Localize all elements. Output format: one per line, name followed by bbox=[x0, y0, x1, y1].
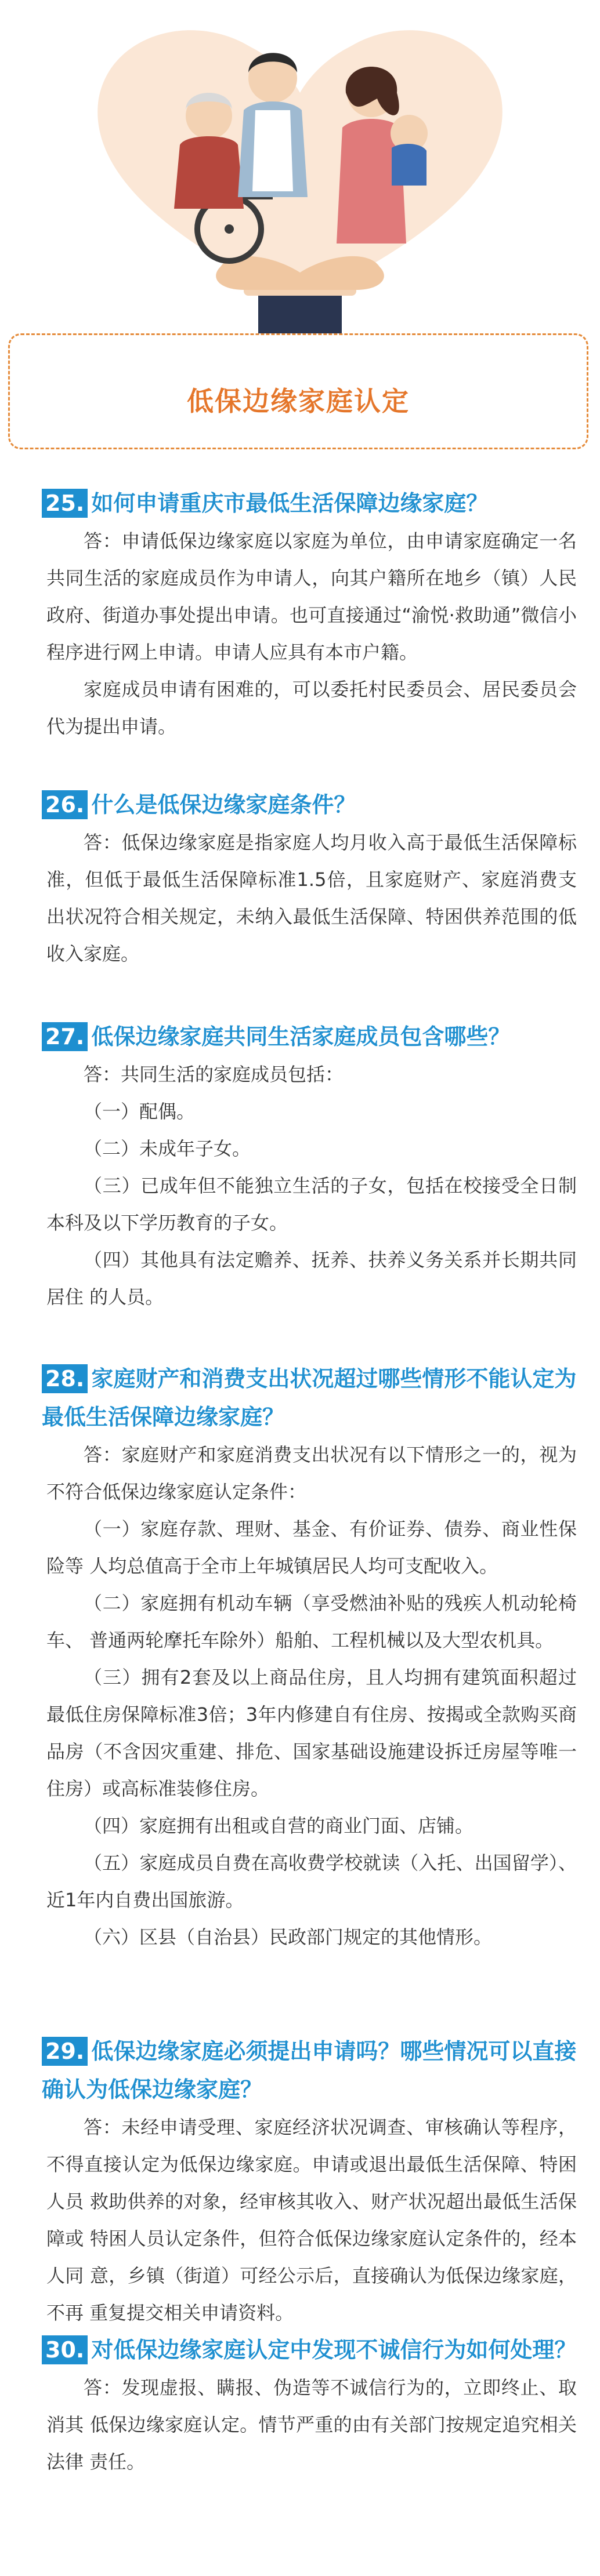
question-heading bbox=[0, 786, 600, 824]
question-number: 27. bbox=[42, 1022, 88, 1051]
question-text: 家庭财产和消费支出状况超过哪些情形不能认定为最低生活保障边缘家庭？ bbox=[42, 1366, 577, 1430]
question-number: 29. bbox=[42, 2037, 88, 2066]
question-text: 低保边缘家庭必须提出申请吗？哪些情况可以直接确认为低保边缘家庭？ bbox=[42, 2039, 577, 2102]
answer-paragraph: （三）已成年但不能独立生活的子女，包括在校接受全日制本科及以下学历教育的子女。 bbox=[46, 1175, 577, 1234]
question-heading bbox=[0, 2032, 600, 2109]
answer-paragraph: 答：低保边缘家庭是指家庭人均月收入高于最低生活保障标准，但低于最低生活保障标准1.5倍，且家庭财产、家庭消费支出状况符合相关规定，未纳入最低生活保障、特困供养范围的低收入家庭。 bbox=[46, 831, 577, 965]
answer-paragraph: （一）家庭存款、理财、基金、有价证券、债券、商业性保险等 人均总值高于全市上年城镇居民人均可支配收入。 bbox=[46, 1518, 577, 1577]
answer-paragraph: 答：发现虚报、瞒报、伪造等不诚信行为的，立即终止、取消其 低保边缘家庭认定。情节严重的由有关部门按规定追究相关法律 责任。 bbox=[46, 2377, 577, 2473]
title-box bbox=[8, 333, 588, 449]
answer-paragraph: （三）拥有2套及以上商品住房，且人均拥有建筑面积超过最低住房保障标准3倍；3年内修建自有住房、按揭或全款购买商品房（不含因灾重建、排危、国家基础设施建设拆迁房屋等唯一住房）或高标准装修住房。 bbox=[46, 1666, 577, 1800]
answer-paragraph: （五）家庭成员自费在高收费学校就读（入托、出国留学）、近1年内自费出国旅游。 bbox=[46, 1852, 577, 1911]
answer-paragraph: （四）其他具有法定赡养、抚养、扶养义务关系并长期共同居住 的人员。 bbox=[46, 1249, 577, 1308]
answer-paragraph: 家庭成员申请有困难的，可以委托村民委员会、居民委员会代为提出申请。 bbox=[46, 678, 577, 737]
question-heading bbox=[0, 1360, 600, 1436]
question-number: 25. bbox=[42, 489, 88, 518]
question-heading bbox=[0, 484, 600, 522]
answer-paragraph: 答：共同生活的家庭成员包括： bbox=[84, 1063, 344, 1085]
question-number: 30. bbox=[42, 2335, 88, 2364]
faq-item-29 bbox=[0, 2032, 600, 2331]
answer-paragraph: （四）家庭拥有出租或自营的商业门面、店铺。 bbox=[84, 1815, 474, 1837]
faq-item-26 bbox=[0, 786, 600, 972]
question-text: 对低保边缘家庭认定中发现不诚信行为如何处理？ bbox=[91, 2337, 577, 2363]
page-title: 低保边缘家庭认定 bbox=[187, 386, 410, 417]
question-number: 28. bbox=[42, 1364, 88, 1393]
answer-paragraph: 答：家庭财产和家庭消费支出状况有以下情形之一的，视为不符合低保边缘家庭认定条件： bbox=[46, 1444, 577, 1503]
faq-item-25 bbox=[0, 484, 600, 745]
hero-illustration bbox=[0, 0, 600, 359]
answer-paragraph: 答：未经申请受理、家庭经济状况调查、审核确认等程序，不得直接认定为低保边缘家庭。申请或退出最低生活保障、特困人员 救助供养的对象，经审核其收入、财产状况超出最低生活保障或 特困人员认定条件，但符合低保边缘家庭认定条件的，经本人同 意，乡镇（街道）可经公示后，直接确认为低保边缘家庭，不再 重复提交相关申请资料。 bbox=[46, 2116, 577, 2324]
question-text: 什么是低保边缘家庭条件？ bbox=[91, 792, 356, 818]
faq-item-30 bbox=[0, 2331, 600, 2480]
answer-paragraph: （一）配偶。 bbox=[84, 1100, 196, 1122]
question-heading bbox=[0, 1018, 600, 1056]
question-text: 如何申请重庆市最低生活保障边缘家庭？ bbox=[91, 491, 489, 516]
answer-paragraph: （六）区县（自治县）民政部门规定的其他情形。 bbox=[84, 1926, 493, 1948]
question-text: 低保边缘家庭共同生活家庭成员包含哪些？ bbox=[91, 1024, 511, 1049]
faq-item-28 bbox=[0, 1360, 600, 1956]
answer-paragraph: （二）家庭拥有机动车辆（享受燃油补贴的残疾人机动轮椅车、 普通两轮摩托车除外）船舶、工程机械以及大型农机具。 bbox=[46, 1592, 577, 1651]
question-number: 26. bbox=[42, 790, 88, 819]
answer-paragraph: 答：申请低保边缘家庭以家庭为单位，由申请家庭确定一名共同生活的家庭成员作为申请人，向其户籍所在地乡（镇）人民政府、街道办事处提出申请。也可直接通过“渝悦·救助通”微信小程序进行网上申请。申请人应具有本市户籍。 bbox=[46, 530, 577, 663]
answer-paragraph: （二）未成年子女。 bbox=[84, 1138, 251, 1160]
faq-item-27 bbox=[0, 1018, 600, 1316]
question-heading bbox=[0, 2331, 600, 2369]
